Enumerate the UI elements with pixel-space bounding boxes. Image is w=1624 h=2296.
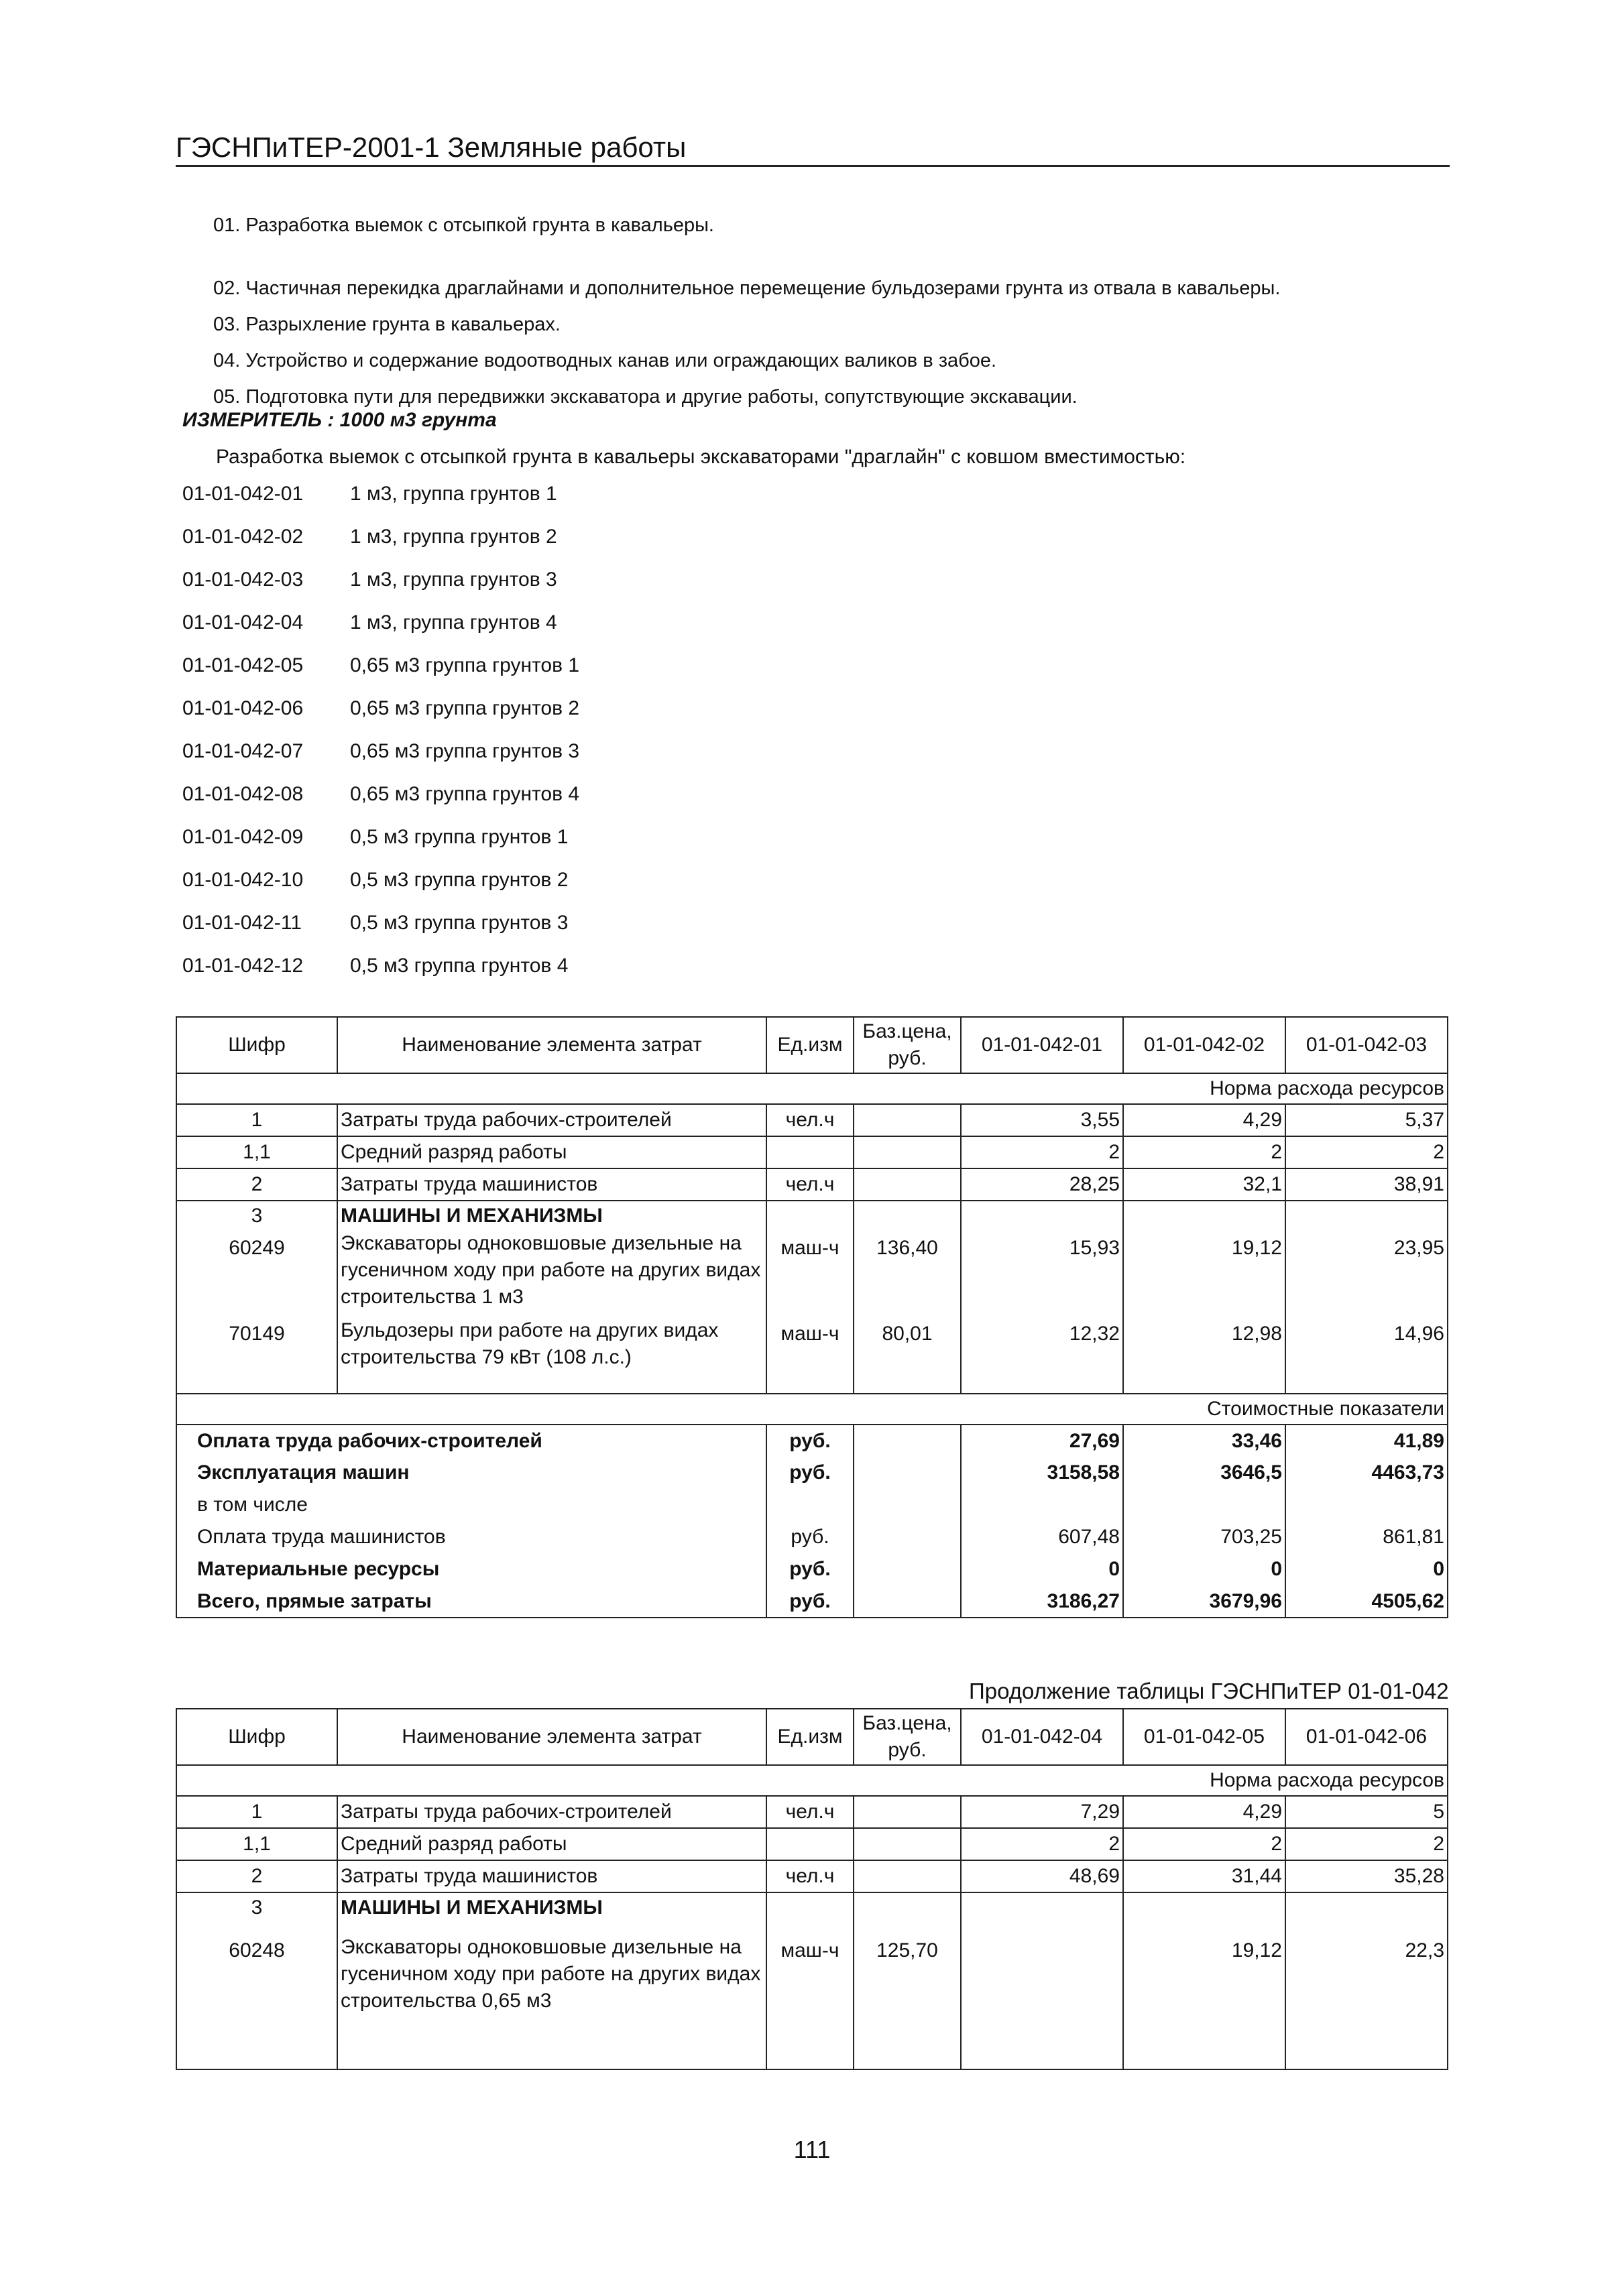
row-price bbox=[854, 1136, 961, 1168]
header-code: Шифр bbox=[176, 1017, 337, 1073]
row-value-3: 23,95 bbox=[1285, 1230, 1448, 1313]
cost-value-2: 33,46 bbox=[1123, 1425, 1285, 1457]
row-value-2: 4,29 bbox=[1123, 1104, 1285, 1136]
row-price bbox=[854, 1796, 961, 1828]
row-value-2: 4,29 bbox=[1123, 1796, 1285, 1828]
variant-text: 0,5 м3 группа грунтов 1 bbox=[350, 826, 569, 848]
row-value-1: 2 bbox=[961, 1136, 1123, 1168]
cost-unit: руб. bbox=[766, 1585, 854, 1618]
row-value-3: 2 bbox=[1285, 1136, 1448, 1168]
variant-text: 1 м3, группа грунтов 1 bbox=[350, 483, 557, 505]
row-value-3: 38,91 bbox=[1285, 1168, 1448, 1201]
variant-text: 1 м3, группа грунтов 3 bbox=[350, 568, 557, 591]
row-name: Средний разряд работы bbox=[337, 1136, 766, 1168]
cost-unit bbox=[766, 1489, 854, 1521]
row-value-3: 5 bbox=[1285, 1796, 1448, 1828]
variant-code: 01-01-042-09 bbox=[182, 826, 304, 848]
row-code: 60248 bbox=[176, 1922, 337, 2069]
page-title: ГЭСНПиТЕР-2001-1 Земляные работы bbox=[176, 131, 687, 163]
variant-text: 1 м3, группа грунтов 4 bbox=[350, 611, 557, 633]
resource-table-2 bbox=[176, 1708, 1448, 2070]
operation-item: 03. Разрыхление грунта в кавальерах. bbox=[213, 314, 561, 335]
variant-code: 01-01-042-08 bbox=[182, 783, 304, 805]
norm-section-row bbox=[176, 1073, 1448, 1104]
cost-value-1: 607,48 bbox=[961, 1521, 1123, 1553]
cost-row bbox=[176, 1521, 1448, 1553]
row-value-3: 14,96 bbox=[1285, 1313, 1448, 1394]
variant-text: 0,65 м3 группа грунтов 3 bbox=[350, 740, 580, 762]
row-code: 2 bbox=[176, 1168, 337, 1201]
row-unit bbox=[766, 1136, 854, 1168]
cost-row bbox=[176, 1457, 1448, 1489]
resource-table-1 bbox=[176, 1016, 1448, 1618]
cost-unit: руб. bbox=[766, 1457, 854, 1489]
row-price bbox=[854, 1104, 961, 1136]
row-name: Затраты труда рабочих-строителей bbox=[337, 1796, 766, 1828]
cost-value-2: 0 bbox=[1123, 1553, 1285, 1585]
row-value-2: 19,12 bbox=[1123, 1922, 1285, 2069]
operation-item: 05. Подготовка пути для передвижки экскаватора и другие работы, сопутствующие экскавации. bbox=[213, 386, 1078, 408]
row-code: 3 bbox=[176, 1892, 337, 1922]
cost-value-2: 3646,5 bbox=[1123, 1457, 1285, 1489]
header-col-2: 01-01-042-02 bbox=[1123, 1017, 1285, 1073]
row-unit: маш-ч bbox=[766, 1230, 854, 1313]
page-header bbox=[176, 131, 1450, 167]
header-col-3: 01-01-042-06 bbox=[1285, 1709, 1448, 1765]
header-col-2: 01-01-042-05 bbox=[1123, 1709, 1285, 1765]
row-code: 2 bbox=[176, 1860, 337, 1892]
variant-code: 01-01-042-11 bbox=[182, 912, 302, 934]
row-value-1 bbox=[961, 1922, 1123, 2069]
cost-value-1: 3158,58 bbox=[961, 1457, 1123, 1489]
row-value-3: 22,3 bbox=[1285, 1922, 1448, 2069]
row-value-1: 7,29 bbox=[961, 1796, 1123, 1828]
cost-unit: руб. bbox=[766, 1425, 854, 1457]
row-unit: маш-ч bbox=[766, 1313, 854, 1394]
cost-value-3: 0 bbox=[1285, 1553, 1448, 1585]
cost-value-1: 3186,27 bbox=[961, 1585, 1123, 1618]
header-col-1: 01-01-042-01 bbox=[961, 1017, 1123, 1073]
row-name: Бульдозеры при работе на других видах строительства 79 кВт (108 л.с.) bbox=[337, 1313, 766, 1394]
row-value-2: 31,44 bbox=[1123, 1860, 1285, 1892]
norm-section-row bbox=[176, 1765, 1448, 1796]
table-row bbox=[176, 1922, 1448, 2069]
header-col-1: 01-01-042-04 bbox=[961, 1709, 1123, 1765]
cost-value-1 bbox=[961, 1489, 1123, 1521]
row-name: МАШИНЫ И МЕХАНИЗМЫ bbox=[337, 1201, 766, 1230]
row-code: 1 bbox=[176, 1796, 337, 1828]
table-row bbox=[176, 1313, 1448, 1394]
row-name: Экскаваторы одноковшовые дизельные на гусеничном ходу при работе на других видах строительства 0,65 м3 bbox=[337, 1922, 766, 2069]
row-code: 60249 bbox=[176, 1230, 337, 1313]
work-description: Разработка выемок с отсыпкой грунта в кавальеры экскаваторами "драглайн" с ковшом вместимостью: bbox=[216, 446, 1186, 468]
cost-row bbox=[176, 1489, 1448, 1521]
row-value-1: 2 bbox=[961, 1828, 1123, 1860]
cost-value-3: 4463,73 bbox=[1285, 1457, 1448, 1489]
row-price: 125,70 bbox=[854, 1922, 961, 2069]
cost-name: Эксплуатация машин bbox=[176, 1457, 766, 1489]
row-unit: чел.ч bbox=[766, 1796, 854, 1828]
table-row bbox=[176, 1168, 1448, 1201]
row-value-1: 12,32 bbox=[961, 1313, 1123, 1394]
cost-value-2: 703,25 bbox=[1123, 1521, 1285, 1553]
variant-code: 01-01-042-07 bbox=[182, 740, 304, 762]
header-price: Баз.цена, руб. bbox=[854, 1709, 961, 1765]
cost-value-2 bbox=[1123, 1489, 1285, 1521]
variant-code: 01-01-042-05 bbox=[182, 654, 304, 676]
table-row bbox=[176, 1860, 1448, 1892]
row-value-3: 5,37 bbox=[1285, 1104, 1448, 1136]
row-price bbox=[854, 1828, 961, 1860]
header-col-3: 01-01-042-03 bbox=[1285, 1017, 1448, 1073]
variant-code: 01-01-042-01 bbox=[182, 483, 304, 505]
row-code: 3 bbox=[176, 1201, 337, 1230]
cost-value-3: 41,89 bbox=[1285, 1425, 1448, 1457]
row-code: 70149 bbox=[176, 1313, 337, 1394]
table-header-row bbox=[176, 1709, 1448, 1765]
cost-row bbox=[176, 1585, 1448, 1618]
row-value-1: 15,93 bbox=[961, 1230, 1123, 1313]
row-price bbox=[854, 1860, 961, 1892]
row-price bbox=[854, 1168, 961, 1201]
table-row bbox=[176, 1796, 1448, 1828]
table-row bbox=[176, 1828, 1448, 1860]
header-unit: Ед.изм bbox=[766, 1017, 854, 1073]
table-header-row bbox=[176, 1017, 1448, 1073]
row-unit: чел.ч bbox=[766, 1860, 854, 1892]
table-section-row bbox=[176, 1201, 1448, 1230]
cost-name: Оплата труда рабочих-строителей bbox=[176, 1425, 766, 1457]
cost-name: Всего, прямые затраты bbox=[176, 1585, 766, 1618]
variant-text: 0,5 м3 группа грунтов 2 bbox=[350, 869, 569, 891]
cost-value-3 bbox=[1285, 1489, 1448, 1521]
variant-code: 01-01-042-03 bbox=[182, 568, 304, 591]
row-name: Экскаваторы одноковшовые дизельные на гусеничном ходу при работе на других видах строительства 1 м3 bbox=[337, 1230, 766, 1313]
table-section-row bbox=[176, 1892, 1448, 1922]
row-unit: чел.ч bbox=[766, 1104, 854, 1136]
variant-text: 0,65 м3 группа грунтов 1 bbox=[350, 654, 580, 676]
variant-text: 0,65 м3 группа грунтов 4 bbox=[350, 783, 580, 805]
table-row bbox=[176, 1230, 1448, 1313]
table-row bbox=[176, 1104, 1448, 1136]
cost-unit: руб. bbox=[766, 1521, 854, 1553]
row-value-1: 3,55 bbox=[961, 1104, 1123, 1136]
variant-text: 0,5 м3 группа грунтов 3 bbox=[350, 912, 569, 934]
row-value-3: 2 bbox=[1285, 1828, 1448, 1860]
operation-item: 04. Устройство и содержание водоотводных канав или ограждающих валиков в забое. bbox=[213, 350, 997, 371]
row-value-2: 19,12 bbox=[1123, 1230, 1285, 1313]
page-number: 111 bbox=[793, 2136, 831, 2163]
row-unit bbox=[766, 1828, 854, 1860]
norm-label: Норма расхода ресурсов bbox=[176, 1073, 1448, 1104]
continuation-caption: Продолжение таблицы ГЭСНПиТЕР 01-01-042 bbox=[969, 1679, 1449, 1703]
row-name: Затраты труда машинистов bbox=[337, 1860, 766, 1892]
row-price: 136,40 bbox=[854, 1230, 961, 1313]
variant-text: 0,65 м3 группа грунтов 2 bbox=[350, 697, 580, 719]
variant-text: 0,5 м3 группа грунтов 4 bbox=[350, 955, 569, 977]
variant-code: 01-01-042-02 bbox=[182, 526, 304, 548]
cost-value-3: 4505,62 bbox=[1285, 1585, 1448, 1618]
operation-item: 01. Разработка выемок с отсыпкой грунта в кавальеры. bbox=[213, 215, 714, 236]
cost-value-3: 861,81 bbox=[1285, 1521, 1448, 1553]
row-name: МАШИНЫ И МЕХАНИЗМЫ bbox=[337, 1892, 766, 1922]
header-unit: Ед.изм bbox=[766, 1709, 854, 1765]
header-price: Баз.цена, руб. bbox=[854, 1017, 961, 1073]
row-name: Затраты труда рабочих-строителей bbox=[337, 1104, 766, 1136]
header-code: Шифр bbox=[176, 1709, 337, 1765]
row-unit: чел.ч bbox=[766, 1168, 854, 1201]
row-code: 1,1 bbox=[176, 1828, 337, 1860]
header-name: Наименование элемента затрат bbox=[337, 1709, 766, 1765]
row-code: 1,1 bbox=[176, 1136, 337, 1168]
row-code: 1 bbox=[176, 1104, 337, 1136]
cost-section-row bbox=[176, 1394, 1448, 1425]
row-value-2: 2 bbox=[1123, 1136, 1285, 1168]
cost-label: Стоимостные показатели bbox=[176, 1394, 1448, 1425]
variant-code: 01-01-042-06 bbox=[182, 697, 304, 719]
variant-code: 01-01-042-12 bbox=[182, 955, 304, 977]
row-value-1: 28,25 bbox=[961, 1168, 1123, 1201]
row-price: 80,01 bbox=[854, 1313, 961, 1394]
row-value-1: 48,69 bbox=[961, 1860, 1123, 1892]
variant-text: 1 м3, группа грунтов 2 bbox=[350, 526, 557, 548]
cost-value-1: 27,69 bbox=[961, 1425, 1123, 1457]
cost-value-2: 3679,96 bbox=[1123, 1585, 1285, 1618]
row-value-3: 35,28 bbox=[1285, 1860, 1448, 1892]
cost-unit: руб. bbox=[766, 1553, 854, 1585]
row-value-2: 12,98 bbox=[1123, 1313, 1285, 1394]
row-unit: маш-ч bbox=[766, 1922, 854, 2069]
operation-item: 02. Частичная перекидка драглайнами и дополнительное перемещение бульдозерами грунта из отвала в кавальеры. bbox=[213, 278, 1281, 299]
row-value-2: 32,1 bbox=[1123, 1168, 1285, 1201]
table-row bbox=[176, 1136, 1448, 1168]
cost-name: в том числе bbox=[176, 1489, 766, 1521]
header-name: Наименование элемента затрат bbox=[337, 1017, 766, 1073]
cost-row bbox=[176, 1553, 1448, 1585]
cost-row bbox=[176, 1425, 1448, 1457]
cost-name: Материальные ресурсы bbox=[176, 1553, 766, 1585]
meter-label: ИЗМЕРИТЕЛЬ : 1000 м3 грунта bbox=[182, 409, 497, 431]
row-value-2: 2 bbox=[1123, 1828, 1285, 1860]
row-name: Средний разряд работы bbox=[337, 1828, 766, 1860]
norm-label: Норма расхода ресурсов bbox=[176, 1765, 1448, 1796]
cost-value-1: 0 bbox=[961, 1553, 1123, 1585]
variant-code: 01-01-042-04 bbox=[182, 611, 304, 633]
row-name: Затраты труда машинистов bbox=[337, 1168, 766, 1201]
cost-name: Оплата труда машинистов bbox=[176, 1521, 766, 1553]
variant-code: 01-01-042-10 bbox=[182, 869, 304, 891]
